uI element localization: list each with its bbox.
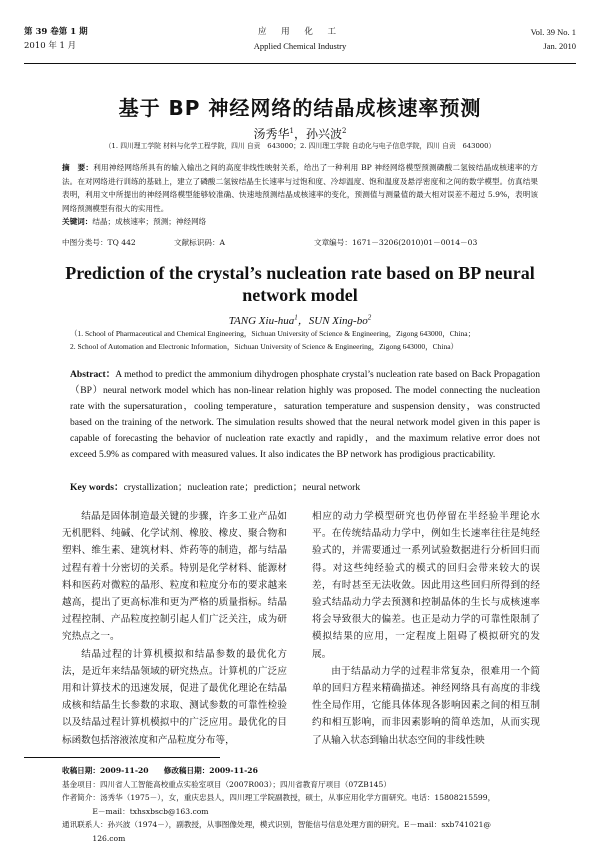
author-email: E－mail：txhsxbscb@163.com [92,806,209,816]
author-2-cn: 孙兴波 [306,127,343,141]
footnotes [62,764,542,846]
affiliation-cn: （1. 四川理工学院 材料与化学工程学院，四川 自贡 643000；2. 四川理工学院 自动化与电子信息学院，四川 自贡 643000） [104,142,496,150]
revised-date: 修改稿日期：2009-11-26 [163,766,258,775]
date-cn: 2010 年 1 月 [24,41,77,51]
author-bio: 作者简介：汤秀华（1975－），女，重庆忠县人，四川理工学院副教授，硕士，从事应用化学方面研究。电话：15808215599， [62,793,496,803]
body-column-left [62,508,287,749]
volume-en: Vol. 39 No. 1 [530,27,576,37]
affiliation-en [70,328,540,353]
abstract-cn-label: 摘 要： [62,163,94,172]
header-rule [24,63,576,64]
abstract-cn-text: 利用神经网络所具有的输入输出之间的高度非线性映射关系，给出了一种利用 BP 神经网络模型预测磷酸二氢铵结晶成核速率的方法。在对网络进行训练的基础上，建立了磷酸二氢铵结晶生长速率与过饱和度、冷却温度、饱和温度及悬浮密度和之间的数学模型。仿真结果表明，利用文中所提出的神经网络模型能够较准确、快速地预测结晶成核速率的变化，预测值与测量值的最大相对误差不超过 5.9%，表明该网络预测模型有很大的实用性。 [62,163,539,213]
affiliation-en-line-1: （1. School of Pharmaceutical and Chemical Engineering，Sichuan University of Science & Engineering，Zigong 643000，China； [70,329,476,338]
author-1-en: TANG Xiu-hua [228,315,295,327]
page-header [0,26,600,62]
corresponding-author: 通讯联系人：孙兴波（1974－），副教授，从事图像处理，模式识别，智能信号信息处理方面的研究。E－mail：sxb741021@ [62,820,491,830]
keywords-cn-label: 关键词： [62,217,93,227]
author-1-cn: 汤秀华 [253,127,290,141]
keywords-en [70,481,540,495]
body-paragraph: 结晶过程的计算机模拟和结晶参数的最优化方法，是近年来结晶领域的研究热点。计算机的广泛应用和计算技术的迅速发展，促进了最优化理论在结晶成核和结晶生长参数的求取、测试参数的可靠性检验以及结晶过程计算机模拟中的广泛应用。最优化的目标函数包括溶液浓度和产品粒度分布等， [62,648,287,746]
keywords-cn-text: 结晶；成核速率；预测；神经网络 [92,217,207,227]
received-date: 收稿日期：2009-11-20 [62,766,149,775]
abstract-en [70,367,540,464]
date-line [62,764,542,778]
body-column-right [312,508,540,749]
body-paragraph: 结晶是固体制造最关键的步骤，许多工业产品如无机肥料、纯碱、化学试剂、橡胶、橡皮、聚合物和塑料、维生素、建筑材料、炸药等的制造，都与结晶过程有着十分密切的关系。特别是化学材料、能源材料和医药对微粒的晶形、粒度和粒度分布的要求越来越高，提出了更高标准和更为严格的质量指标。结晶过程控制、产品粒度控制引起人们广泛关注，成为研究热点之一。 [62,511,287,643]
body-paragraph: 相应的动力学模型研究也仍停留在半经验半理论水平。在传统结晶动力学中，例如生长速率往往是纯经验式的，并需要通过一系列试验数据进行分析回归而得。对这些纯经验式的模式的回归会带来较大的误差，有时甚至无法收敛。因此用这些回归所得到的经验式结晶动力学去预测和控制晶体的生长与成核速率将会导致很大的偏差。也正是动力学的可靠性限制了模拟结果的应用，一定程度上阻碍了模拟研究的发展。 [312,511,540,660]
journal-name-en: Applied Chemical Industry [253,41,347,51]
body-paragraph: 由于结晶动力学的过程非常复杂，很难用一个简单的回归方程来精确描述。神经网络具有高度的非线性全局作用，它能具体体现各影响因素之间的相互制约和相互影响，而非因素影响的简单迭加，从而实现了从输入状态到输出状态空间的非线性映 [312,665,540,746]
author-2-en: SUN Xing-bo [308,315,368,327]
title-cn: 基于 BP 神经网络的结晶成核速率预测 [118,96,482,120]
authors-cn: 汤秀华$^1$，孙兴波$^2$ [253,127,347,141]
authors-en: TANG Xiu-hua$^1$，SUN Xing-$bo^2$ [228,313,372,327]
article-number: 文章编号：1671－3206(2010)01－0014－03 [314,238,478,247]
footnote-rule [24,757,220,758]
keywords-en-text: crystallization；nucleation rate；prediction；neural network [123,482,361,493]
clc-number: 中图分类号：TQ 442 [62,238,136,247]
title-en: Prediction of the crystal’s nucleation rate based on BP neural network model [65,263,535,305]
abstract-en-text: A method to predict the ammonium dihydrogen phosphate crystal’s nucleation rate based on Back Propagation（BP）neural network model which has non-linear relation highly was proposed. The model connecting the nucleation rate with the supersaturation，cooling temperature，saturation temperature and suspension density，was constructed based on the training of the network. The simulation results showed that the neural network model given in this paper is capable of forecasting the behavior of nucleation rate exactly and rapidly，and the maximum relative error does not exceed 5.9% as compared with measured values. It also indicates the BP network has prodigious practicability. [70,369,540,461]
journal-name-cn: 应 用 化 工 [257,27,343,37]
abstract-cn [62,161,538,229]
volume-cn: 第 39 卷第 1 期 [24,27,88,37]
abstract-en-label: Abstract： [70,369,116,380]
affiliation-en-line-2: 2. School of Automation and Electronic Information，Sichuan University of Science & Engineering，Zigong 643000，China） [70,341,459,351]
fund-note: 基金项目：四川省人工智能高校重点实验室项目（2007R003）；四川省教育厅项目（07ZB145） [62,779,391,789]
date-en: Jan. 2010 [543,41,576,51]
document-code: 文献标识码：A [174,238,226,247]
keywords-en-label: Key words： [70,482,124,493]
corresponding-email: 126.com [92,833,126,843]
